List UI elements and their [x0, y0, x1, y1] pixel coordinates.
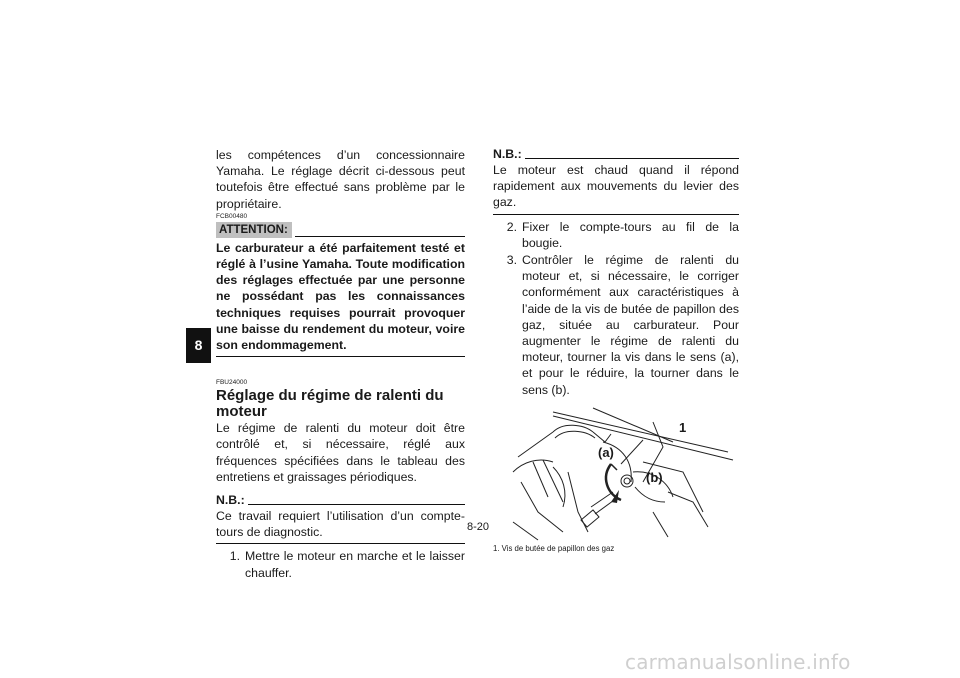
nb-rule [525, 158, 739, 159]
attention-code: FCB00480 [216, 212, 248, 220]
right-column [493, 147, 739, 554]
step-text: Mettre le moteur en marche et le laisser chauffer. [245, 549, 465, 580]
intro-paragraph: les compétences d’un concessionnaire Yamaha. Le réglage décrit ci-dessous peut toutefois être effectué sans problème par le propriétaire. [216, 148, 465, 211]
section-title: Réglage du régime de ralenti du moteur [216, 387, 444, 421]
nb-rule [248, 504, 465, 505]
watermark: carmanualsonline.info [625, 650, 851, 674]
step-text: Contrôler le régime de ralenti du moteur et, si nécessaire, le corriger conformément aux caractéristiques à l’aide de la vis de butée de papillon des gaz, située au carburateur. Pour augmenter le régime de ralenti du moteur, tourner la vis dans le sens (a), et pour le réduire, la tourner dans le sens (b). [522, 253, 739, 397]
step-number: 2. [506, 219, 517, 234]
step-text: Fixer le compte-tours au fil de la bougie. [522, 219, 739, 250]
nb-end-rule-right [493, 214, 739, 215]
nb-text-right: Le moteur est chaud quand il répond rapidement aux mouvements du levier des gaz. [493, 163, 739, 210]
figure-caption: 1. Vis de butée de papillon des gaz [493, 543, 615, 553]
page-number: 8-20 [467, 521, 490, 533]
attention-header [216, 222, 465, 238]
step-number: 1. [229, 549, 240, 564]
nb-header [216, 493, 465, 508]
step-1 [216, 548, 465, 580]
attention-label: ATTENTION: [216, 222, 292, 238]
carburetor-figure [493, 402, 739, 542]
nb-text: Ce travail requiert l’utilisation d’un compte-tours de diagnostic. [216, 509, 465, 540]
figure-label-1: 1 [679, 419, 687, 435]
nb-header-right [493, 147, 739, 162]
figure-label-b: (b) [646, 469, 663, 485]
carburetor-illustration [493, 402, 739, 542]
section-code: FBU24000 [216, 379, 248, 387]
left-column [216, 147, 465, 581]
step-3 [493, 252, 739, 398]
nb-label: N.B.: [493, 147, 522, 161]
figure-label-a: (a) [598, 444, 614, 460]
attention-text: Le carburateur a été parfaitement testé et réglé à l’usine Yamaha. Toute modification des réglages effectuée par une personne ne possédant pas les connaissances techniques requises pourrait provoquer une baisse du rendement du moteur, voire son endommagement. [216, 240, 465, 353]
chapter-tab: 8 [186, 328, 211, 363]
section-paragraph: Le régime de ralenti du moteur doit être contrôlé et, si nécessaire, réglé aux fréquences spécifiées dans le tableau des entretiens et graissages périodiques. [216, 421, 465, 484]
step-2 [493, 219, 739, 251]
nb-label: N.B.: [216, 493, 245, 508]
nb-end-rule [216, 543, 465, 544]
step-number: 3. [506, 253, 517, 268]
attention-end-rule [216, 356, 465, 357]
attention-rule [295, 236, 465, 237]
